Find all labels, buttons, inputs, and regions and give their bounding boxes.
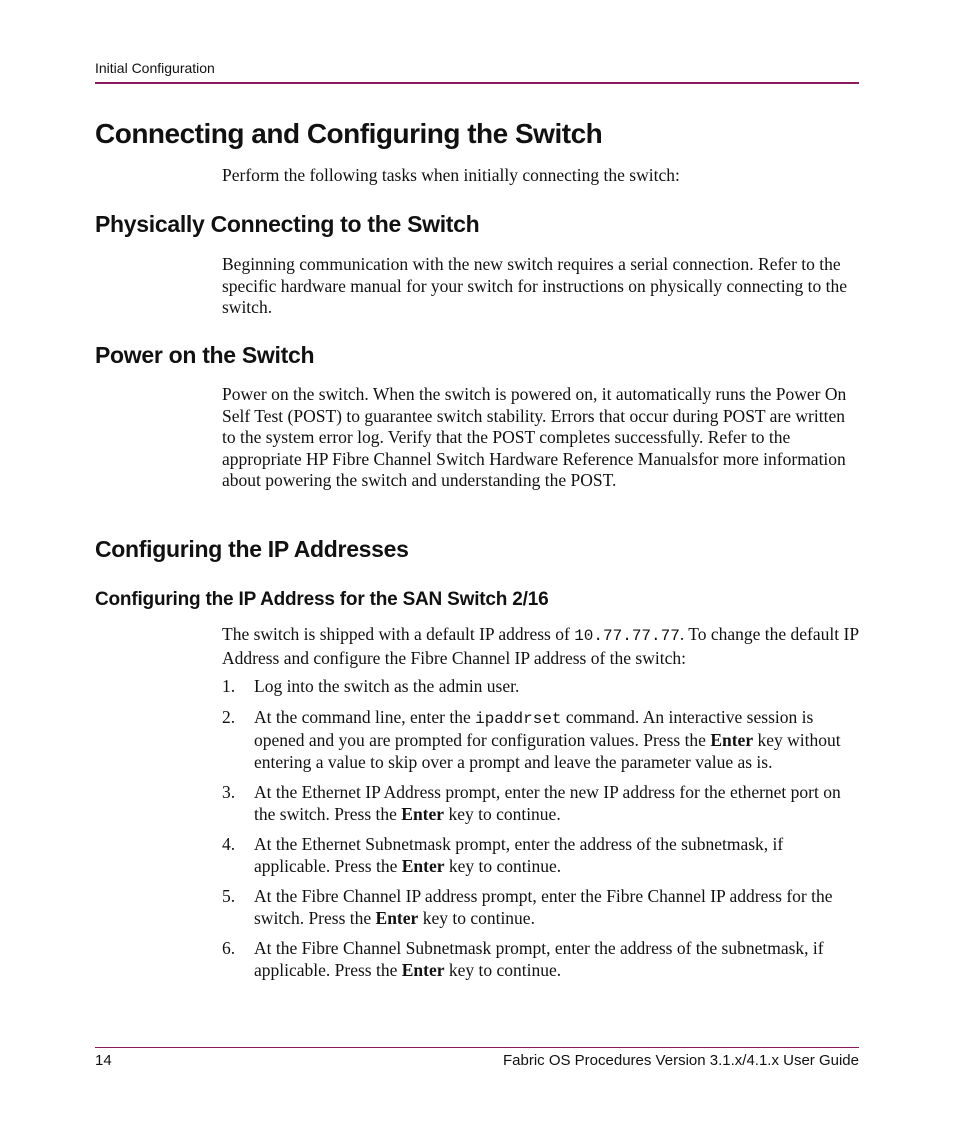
intro-paragraph: Perform the following tasks when initially connecting the switch: [222, 165, 680, 185]
step-number: 1. [222, 676, 236, 696]
step-number: 4. [222, 834, 236, 854]
intro-text-before: The switch is shipped with a default IP address of [222, 624, 575, 644]
step-number: 5. [222, 886, 236, 906]
footer-title: Fabric OS Procedures Version 3.1.x/4.1.x User Guide [503, 1052, 859, 1069]
step-text: At the Ethernet Subnetmask prompt, enter the address of the subnetmask, if applicable. Press the [254, 834, 784, 876]
step-text: Log into the switch as the admin user. [254, 676, 520, 696]
section-heading-physical: Physically Connecting to the Switch [95, 211, 480, 237]
page-title: Connecting and Configuring the Switch [95, 118, 603, 149]
page-number: 14 [95, 1052, 112, 1069]
list-item [222, 782, 862, 825]
list-item [222, 707, 862, 774]
step-text: At the Fibre Channel Subnetmask prompt, enter the address of the subnetmask, if applicable. Press the [254, 938, 824, 980]
default-ip-code: 10.77.77.77 [574, 627, 680, 645]
section-heading-ip: Configuring the IP Addresses [95, 536, 409, 562]
key-name: Enter [401, 803, 445, 824]
subsection-intro [222, 624, 862, 669]
step-text: At the command line, enter the [254, 706, 476, 727]
footer-rule [95, 1047, 859, 1048]
steps-list [222, 676, 862, 990]
step-text: At the Fibre Channel IP address prompt, enter the Fibre Channel IP address for the switch. Press the [254, 886, 833, 928]
step-text: key without entering a value to skip over a prompt and leave the parameter value as is. [254, 730, 841, 772]
key-name: Enter [375, 907, 419, 928]
step-text: At the Ethernet IP Address prompt, enter the new IP address for the ethernet port on the switch. Press the [254, 782, 841, 824]
step-number: 6. [222, 938, 236, 958]
command-code: ipaddrset [475, 709, 562, 728]
section-heading-power: Power on the Switch [95, 342, 315, 368]
step-text: command. An interactive session is opened and you are prompted for configuration values. Press the [254, 706, 814, 750]
intro-text-after: . To change the default IP Address and configure the Fibre Channel IP address of the switch: [222, 624, 859, 668]
subsection-heading: Configuring the IP Address for the SAN Switch 2/16 [95, 589, 549, 610]
header-rule [95, 82, 859, 84]
step-number: 2. [222, 706, 236, 727]
step-text: key to continue. [444, 803, 561, 824]
step-text: key to continue. [418, 907, 535, 928]
step-text: key to continue. [444, 959, 562, 980]
section-text-physical: Beginning communication with the new switch requires a serial connection. Refer to the specific hardware manual for your switch for instructions on physically connecting to the switch. [222, 254, 847, 317]
list-item [222, 886, 862, 929]
list-item [222, 938, 862, 981]
list-item [222, 676, 862, 698]
step-number: 3. [222, 782, 236, 802]
key-name: Enter [710, 730, 754, 750]
list-item [222, 834, 862, 877]
step-text: key to continue. [444, 855, 562, 876]
key-name: Enter [401, 855, 445, 876]
section-text-power: Power on the switch. When the switch is powered on, it automatically runs the Power On Self Test (POST) to guarantee switch stability. Errors that occur during POST are written to the system error log. Verify that the POST completes successfully. Refer to the appropriate HP Fibre Channel Switch Hardware Reference Manualsfor more information about powering the switch and understanding the POST. [222, 384, 847, 490]
key-name: Enter [401, 959, 445, 980]
running-header: Initial Configuration [95, 60, 215, 76]
